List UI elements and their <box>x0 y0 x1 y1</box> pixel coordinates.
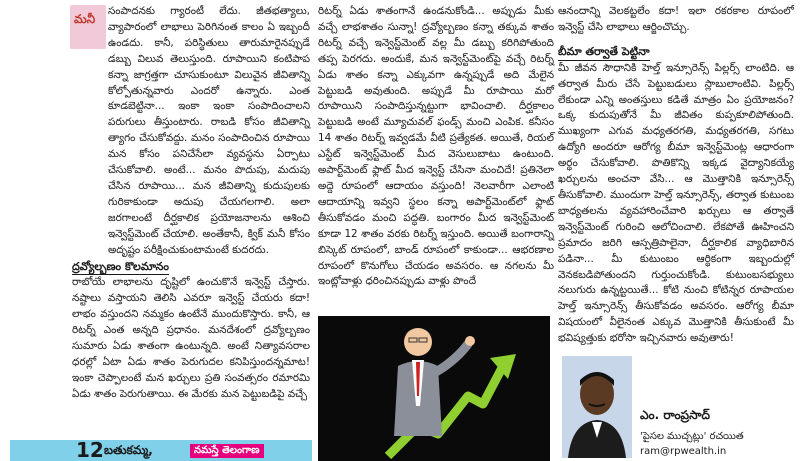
author-email: ram@rpwealth.in <box>640 446 727 457</box>
col1-subhead-text: ద్రవ్యోల్బణం కొలమానం <box>72 259 169 276</box>
col1-paragraph-1: సంపాదనకు గ్యారంటీ లేదు. జీతభత్యాలు, వ్యాపారంలో లాభాలు పెరిగినంత కాలం ఏ ఇబ్బందీ ఉండదు. కానీ, పరిస్థితులు తారుమారైనప్పుడే డబ్బు విలువ తెలుస్తుంది. రూపాయిని కంటిపాప కన్నా జాగ్రత్తగా చూసుకుంటూ విలువైన జీవితాన్ని కోల్పోతున్నవారు ఎందరో ఉన్నారు. ఎంత కూడబెట్టినా... ఇంకా ఇంకా సంపాదించాలని పరుగులు తీస్తుంటారు. రాబడి కోసం జీవితాన్ని త్యాగం చేసుకోవద్దు. మనం సంపాదించిన రూపాయి మన కోసం పనిచేసేలా వ్యవస్థను ఏర్పాటు చేసుకోవాలి. అంటే... మనం పొదుపు, మదుపు చేసిన రూపాయి... మన జీవితాన్ని కుదుపులకు గురికాకుండా అదుపు చేయగలగాలి. అలా జరగాలంటే దీర్ఘకాలిక ప్రయోజనాలను ఆశించి ఇన్వెస్ట్‌మెంట్ చేయాలి. అంతేకానీ, క్విక్ మనీ కోసం అదృష్టం పరీక్షించుకుంటామంటే కుదరదు. <box>108 5 310 256</box>
column-3 <box>558 4 794 347</box>
col1-paragraph-2: రాబోయే లాభాలను దృష్టిలో ఉంచుకొనే ఇన్వెస్ట్ చేస్తారు. నష్టాలు వస్తాయని తెలిసి ఎవరూ ఇన్వెస్ట్ చేయరు కదా! లాభం వస్తుందని నమ్మకం ఉంటేనే ముందుకొస్తారు. కానీ, ఆ రిటర్న్ ఎంత అన్నది ప్రధానం. మనదేశంలో ద్రవ్యోల్బణం సుమారు ఏడు శాతంగా ఉంటున్నది. అంటే నిత్యావసరాల ధరల్లో ఏటా ఏడు శాతం పెరుగుదల కనిపిస్తుందన్నమాట! ఇంకా చెప్పాలంటే మన ఖర్చులు ప్రతి సంవత్సరం రమారమి ఏడు శాతం పెరుగుతాయి. ఈ మేరకు మన పెట్టుబడిపై వచ్చే <box>72 276 310 400</box>
col3-subhead-text: బీమా తర్వాతే పెట్టినా <box>558 44 650 61</box>
author-photo <box>562 356 632 458</box>
col2-paragraph-1: రిటర్న్ ఏడు శాతంగానే ఉండనుకోండి... అప్పుడు మీకు వచ్చే లాభశాతం సున్నా! ద్రవ్యోల్బణం కన్నా తక్కువ శాతం రిటర్న్ వచ్చే ఇన్వెస్ట్‌మెంట్ వల్ల మీ డబ్బు కరిగిపోతుంది తప్ప పెరగదు. అందుకే, మన ఇన్వెస్ట్‌మెంట్‌పై వచ్చే రిటర్న్ ఏడు శాతం కన్నా ఎక్కువగా ఉన్నప్పుడే అది మేలైన పెట్టుబడి అవుతుంది. అప్పుడే మీ రూపాయి మరో రూపాయిని సంపాదిస్తున్నట్టుగా భావించాలి. దీర్ఘకాలం పెట్టుబడి అంటే మ్యూచువల్ ఫండ్స్ మంచి ఎంపిక. కనీసం 14 శాతం రిటర్న్ ఇవ్వడమే వీటి ప్రత్యేకత. అయితే, రియల్ ఎస్టేట్ ఇన్వెస్ట్‌మెంట్ మీద వెసులుబాటు ఉంటుంది. అపార్ట్‌మెంట్ ఫ్లాట్ మీద ఇన్వెస్ట్ చేసినా మంచిదే! ప్రతినెలా అద్దె రూపంలో ఆదాయం వస్తుంది! నెలవారీగా ఎలాంటి ఆదాయాన్ని ఇవ్వని స్థలం కన్నా అపార్ట్‌మెంట్‌లో ఫ్లాట్ తీసుకోవడం మంచి పద్ధతి. బంగారం మీద ఇన్వెస్ట్‌మెంట్ కూడా 12 శాతం వరకు రిటర్న్ ఇస్తుంది. అయితే బంగారాన్ని బిస్కెట్ రూపంలో, బాండ్ రూపంలో కాకుండా... ఆభరణాల రూపంలో కొనుగోలు చేయడం అవసరం. ఆ నగలను మీ ఇంట్లోవాళ్లు ధరించినప్పుడు వాళ్లు పొందే <box>318 5 554 288</box>
column-1 <box>72 4 310 403</box>
author-box <box>558 352 794 461</box>
col3-subhead <box>558 44 794 61</box>
footer-publication: బతుకమ్మ, <box>104 443 153 457</box>
author-portrait-icon <box>562 356 632 458</box>
col3-paragraph-1: ఆనందాన్ని వెలకట్టలేం కదా! ఇలా రకరకాల రూపంలో ఇన్వెస్ట్ చేసి లాభాలు ఆర్జించొచ్చు. <box>558 5 794 33</box>
footer-bar <box>10 440 312 461</box>
page-number: 12 <box>76 438 104 461</box>
col3-paragraph-2: మీ జీవన సౌధానికి హెల్త్ ఇన్సూరెన్స్ పిల్లర్స్ లాంటిది. ఆ తర్వాత మీరు చేసే పెట్టుబడులు స్లాబులాంటివి. పిల్లర్స్ లేకుండా ఎన్ని అంతస్తులు కడితే మాత్రం ఏం ప్రయోజనం? ఒక్క కుదుపుతోనే మీ జీవితం కుప్పకూలిపోతుంది. ముఖ్యంగా ఎగువ మధ్యతరగతి, మధ్యతరగతి, సగటు ఉద్యోగి అందరూ ఆరోగ్య బీమా ఇన్వెస్ట్‌మెంట్ల ఆధారంగా అర్థం చేసుకోవాలి. పొతికొన్ని ఇక్కడ వైద్యానికయ్యే ఖర్చులను అంచనా వేసి... ఆ మొత్తానికి ఇన్సూరెన్స్ తీసుకోవాలి. ముందుగా హెల్త్ ఇన్సూరెన్స్, తర్వాత కుటుంబ బాధ్యతలను వ్యవహారించేవారి ఖర్చులు ఆ తర్వాతే ఇన్వెస్ట్‌మెంట్ గురించి ఆలోచించాలి. లేకపోతే ఊహించని ప్రమాదం జరిగి ఆస్పత్రిపాలైనా, దీర్ఘకాలిక వ్యాధిబారిన పడినా... మీ కుటుంబం ఆర్థికంగా ఇబ్బందుల్లో వెనకబడిపోతుందని గుర్తుంచుకోండి. కుటుంబసభ్యులు నలుగురు ఉన్నట్టయితే... కోటి నుంచి కోటిన్నర రూపాయల హెల్త్ ఇన్సూరెన్స్ తీసుకోవడం అవసరం. ఆరోగ్య బీమా విషయంలో వీలైనంత ఎక్కువ మొత్తానికి తీసుకుంటే మీ భవిష్యత్తుకు భరోసా ఇచ్చినవారు అవుతారు! <box>558 61 794 345</box>
column-2 <box>318 4 554 290</box>
investment-illustration <box>318 316 550 461</box>
author-name: ఎం. రాంప్రసాద్ <box>640 408 710 422</box>
footer-newspaper: నమస్తే తెలంగాణ <box>190 444 264 458</box>
col1-subhead <box>72 259 310 276</box>
businessman-growth-arrow-icon <box>318 316 550 461</box>
author-role: 'పైసల ముచ్చట్లు' రచయిత <box>640 431 744 442</box>
brand-label: మనీ <box>74 12 96 26</box>
